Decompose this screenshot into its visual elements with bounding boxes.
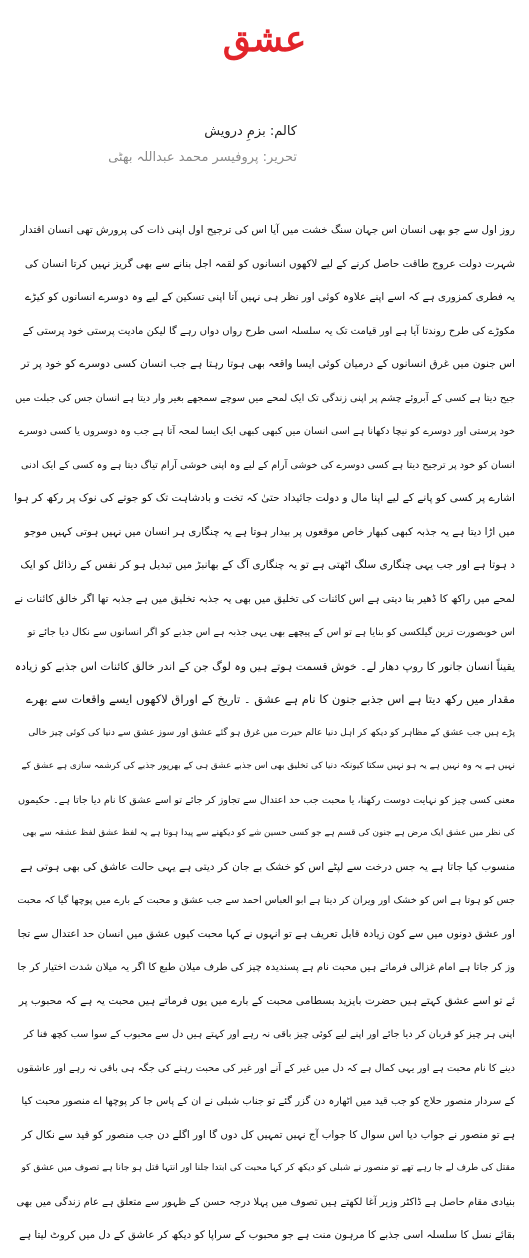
body-line: وز کر جاتا ہے امام غزالی فرماتے ہیں محبت نام ہے پسندیدہ چیز کی طرف میلان طبع کا اگر یہ میلان شدت اختیار کر جا xyxy=(17,962,515,973)
body-line: مقتل کی طرف لے جا رہے تھے تو منصور نے شبلی کو دیکھ کر کہا محبت کی ابتدا جلنا اور انتہا قتل ہو جانا ہے تصوف میں عشق کو xyxy=(21,1163,515,1173)
body-line: یہ فطری کمزوری ہے کہ اسے اپنے علاوہ کوئی اور نظر ہی نہیں آتا اپنی تسکین کے لیے وہ دوسرے انسانوں کو کیڑے xyxy=(25,291,515,303)
body-line: انسان کو خود پر ترجیح دیتا ہے کسی دوسرے کی خوشی آرام کے لیے وہ اپنی خوشی آرام تیاگ دیتا ہے وہ کسی کے ایک ادنی xyxy=(21,459,515,471)
body-line: اپنی ہر چیز کو قربان کر دیا جائے اور اپنے لیے کوئی چیز باقی نہ رہے اور کہتے ہیں دل سے محبوب کے سوا سب کچھ فنا کر xyxy=(23,1029,515,1040)
body-line: جس کو ہوتا ہے اس کو خشک اور ویران کر دیتا ہے ابو العباس احمد سے جب عشق و محبت کے بارے میں پوچھا گیا کہ محبت xyxy=(17,895,515,906)
body-line: ئے تو اسے عشق کہتے ہیں حضرت بایزید بسطامی محبت کے بارے میں یوں فرماتے ہیں محبت یہ ہے کہ محبوب پر xyxy=(18,994,515,1007)
body-line: بنیادی مقام حاصل ہے ڈاکٹر وزیر آغا لکھتے ہیں تصوف میں پہلا درجہ حسن کے ظہور سے متعلق ہے عام زندگی میں بھی xyxy=(16,1196,515,1208)
body-line: شہرت دولت عروج طاقت حاصل کرنے کے لیے لاکھوں انسانوں کو لقمہ اجل بنانے سے بھی گریز نہیں کرتا انسان کی xyxy=(24,257,515,270)
body-line: ہے تو منصور نے جواب دیا اس سوال کا جواب آج نہیں تمہیں کل دوں گا اور اگلے دن جب منصور کو قید سے نکال کر xyxy=(21,1128,515,1141)
body-line: اشارے پر کسی کو پانے کے لیے اپنا مال و دولت جائیداد حتیٰ کہ تخت و بادشاہت تک کو جوتے کی نوک پر رکھ کر ہوا xyxy=(14,492,515,504)
body-line: کے سردار منصور حلاج کو جب قید میں اٹھارہ دن گزر گئے تو جناب شبلی نے ان کے پاس جا کر پوچھا اے منصور محبت کیا xyxy=(21,1096,515,1107)
body-line: خود پرستی اور دوسرے کو نیچا دکھانا ہے اسی انسان میں کبھی کبھی ایک ایسا لمحہ آتا ہے جب وہ دوسروں یا کسی دوسرے xyxy=(18,426,515,437)
body-line: دینے کا نام محبت ہے اور یہی کمال ہے کہ دل میں غیر کے آنے اور غیر کی محبت رہنے کی جگہ ہی باقی نہ رہے اور عاشقوں xyxy=(16,1062,515,1074)
body-line: روز اول سے جو بھی انسان اس جہان سنگ خشت میں آیا اس کی ترجیح اول اپنی ذات کی پرورش تھی انسان اقتدار xyxy=(20,224,515,236)
body-line: جیح دیتا ہے کسی کے آبروئے چشم پر اپنی زندگی تک ایک لمحے میں سوچے سمجھے بغیر وار دیتا ہے انسان جس کی جبلت میں xyxy=(15,392,515,404)
body-line: کی نظر میں عشق ایک مرض ہے جنون کی قسم ہے جو کسی حسین شے کو دیکھنے سے پیدا ہوتا ہے یہ لفظ عشق لفظ عشقہ سے بھی xyxy=(22,828,515,838)
body-line: نہیں ہے یہ وہ نہیں ہے یہ ہو نہیں سکتا کیونکہ دنیا کی تخلیق بھی اس جذبے عشق ہی کے بھرپور جذبے کی کرشمہ سازی ہے عشق کے xyxy=(21,761,515,771)
article-body xyxy=(14,214,515,1253)
body-line: منسوب کیا جاتا ہے یہ جس درخت سے لپٹے اس کو خشک بے جان کر دیتی ہے یہی حالت عاشق کی بھی ہوتی ہے xyxy=(20,860,515,873)
body-line: لمحے میں راکھ کا ڈھیر بنا دیتی ہے اس کائنات کی تخلیق میں بھی یہ جذبہ تخلیق میں ہے جذبہ تھا اگر خالق کائنات نے xyxy=(14,592,515,605)
body-line: بقائے نسل کا سلسلہ اسی جذبے کا مرہون منت ہے جو محبوب کے سراپا کو دیکھ کر عاشق کے دل میں کروٹ لیتا ہے xyxy=(19,1229,515,1241)
body-line: د ہوتا ہے اور جب یہی چنگاری سلگ اٹھتی ہے تو یہ چنگاری آگ کے بھانبڑ میں تبدیل ہو کر نفس کے رذائل کو ایک xyxy=(20,559,515,571)
body-line: یقیناً انسان جانور کا روپ دھار لے۔ خوش قسمت ہوتے ہیں وہ لوگ جن کے اندر خالق کائنات اس جذبے کو زیادہ xyxy=(14,659,515,673)
body-line: اس جنون میں غرق انسانوں کے درمیان کوئی ایسا واقعہ بھی ہوتا رہتا ہے جب انسان کسی دوسرے کو خود پر تر xyxy=(20,358,515,370)
body-line: پڑے ہیں جب عشق کے مظاہر کو دیکھ کر اہل دنیا عالم حیرت میں غرق ہو گئے عشق اور سوز عشق سے دنیا کی کوئی چیز خالی xyxy=(28,727,515,738)
author-label: تحریر: پروفیسر محمد عبداللہ بھٹی xyxy=(108,150,297,165)
body-line: مقدار میں رکھ دیتا ہے اس جذبے جنون کا نام ہے عشق ۔ تاریخ کے اوراق لاکھوں ایسے واقعات سے بھرے xyxy=(25,692,515,706)
body-line: اور عشق دونوں میں سے کون زیادہ قابل تعریف ہے تو انہوں نے کہا محبت کیوں عشق میں انسان حد اعتدال سے تجا xyxy=(17,927,515,940)
column-label: کالم: بزمِ درویش xyxy=(204,124,297,139)
article-title: عشق xyxy=(222,18,307,60)
body-line: اس خوبصورت ترین گیلکسی کو بنایا ہے تو اس کے پیچھے بھی یہی جذبہ ہے اس جذبے کو اگر انسانوں سے نکال دیا جائے تو xyxy=(27,627,515,638)
body-line: میں اڑا دیتا ہے یہ جذبہ کبھی کبھار خاص موقعوں پر بیدار ہوتا ہے یہ چنگاری ہر انسان میں نہیں ہوتی کہیں موجو xyxy=(24,525,515,538)
body-line: مکوڑے کی طرح روندتا آیا ہے اور قیامت تک یہ سلسلہ اسی طرح رواں دواں رہے گا لیکن مادیت پرستی خود پرستی کے xyxy=(22,325,515,337)
body-line: معنی کسی چیز کو نہایت دوست رکھنا، یا محبت جب حد اعتدال سے تجاوز کر جائے تو اسے عشق کا نام دیا جاتا ہے۔ حکیموں xyxy=(18,794,515,806)
